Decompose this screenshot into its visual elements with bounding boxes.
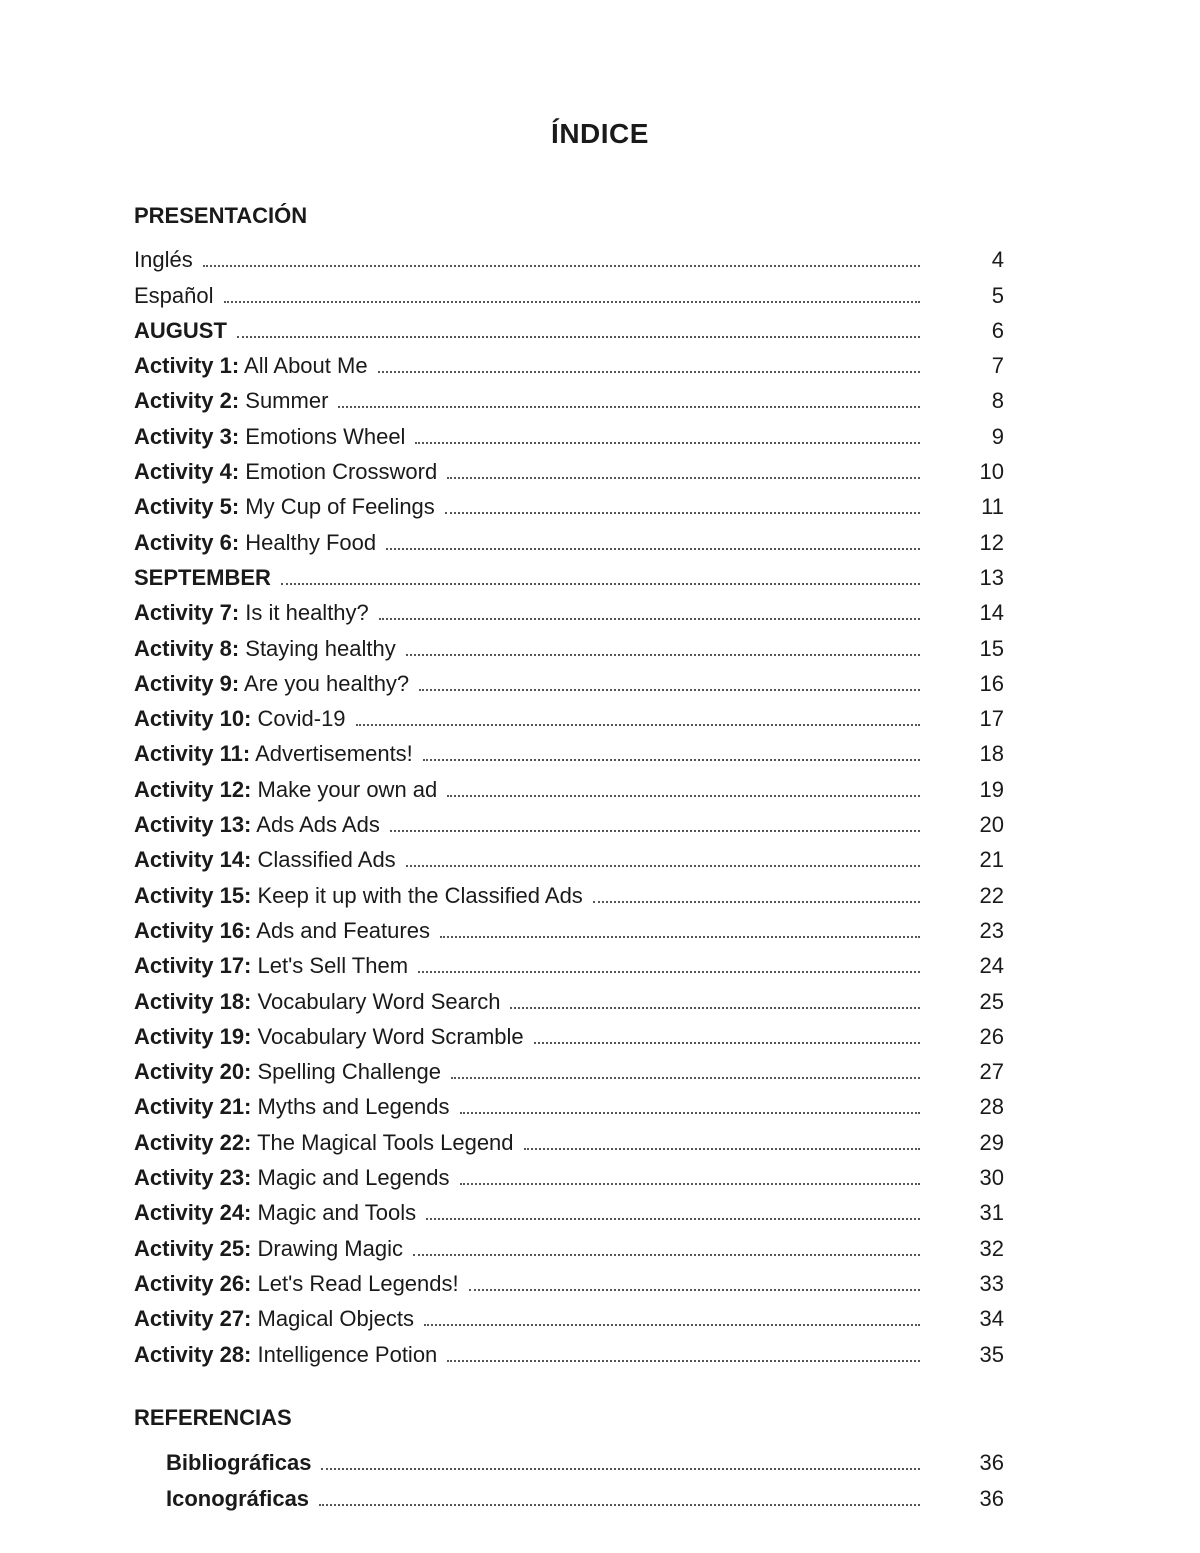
toc-entry-text: All About Me [239,353,368,379]
toc-entry-bold: Activity 17: [134,953,252,979]
toc-entry-bold: Activity 11: [134,741,251,767]
toc-entry [134,591,1004,626]
toc-entry-bold: SEPTEMBER [134,564,271,590]
dot-leader [418,970,920,973]
toc-entry-label [134,636,396,662]
toc-entry-label [134,353,368,379]
toc-entry-page: 14 [979,600,1004,626]
dot-leader [510,1006,920,1009]
toc-entry-text: Ads Ads Ads [251,812,380,838]
toc-entry-text: Español [134,282,214,308]
toc-entry-bold: Activity 9: [134,670,240,696]
toc-entry-label [134,1271,459,1297]
toc-entry-text: Myths and Legends [251,1094,450,1120]
toc-entry-label [134,883,583,909]
toc-entry-text: Emotion Crossword [239,459,438,485]
toc-entry [134,662,1004,697]
toc-entry-text: Keep it up with the Classified Ads [251,882,583,908]
toc-entry-bold: Activity 12: [134,776,252,802]
toc-entry-label [134,1200,416,1226]
dot-leader [423,758,920,761]
toc-entry-text: Let's Read Legends! [251,1270,459,1296]
toc-entry-text: Spelling Challenge [251,1059,441,1085]
dot-leader [378,370,920,373]
toc-entry-page: 36 [979,1450,1004,1476]
toc-entry [134,979,1004,1014]
toc-entry-text: Magical Objects [251,1306,415,1332]
toc-entry [134,309,1004,344]
toc-entry-page: 11 [981,494,1004,520]
toc-entry-page: 16 [979,670,1004,696]
toc-entry-page: 34 [979,1306,1004,1332]
dot-leader [237,335,920,338]
toc-entry-text: Drawing Magic [251,1235,403,1261]
toc-entry-page: 23 [979,917,1004,943]
dot-leader [524,1147,920,1150]
toc-entry-label [134,1342,437,1368]
toc-entry-bold: Activity 3: [134,423,240,449]
toc-entry-text: Magic and Tools [251,1200,417,1226]
dot-leader [386,547,920,550]
toc-entry-label [134,953,408,979]
toc-list [134,238,1004,1368]
toc-entry [134,909,1004,944]
toc-entry-bold: Activity 14: [134,847,252,873]
toc-entry [134,697,1004,732]
toc-entry-bold: Activity 24: [134,1200,252,1226]
dot-leader [451,1076,920,1079]
toc-entry-label [134,1059,441,1085]
toc-entry-text: Vocabulary Word Scramble [251,1023,524,1049]
toc-entry-label [134,1024,524,1050]
dot-leader [321,1467,920,1470]
toc-entry [134,1050,1004,1085]
toc-entry-text: Vocabulary Word Search [251,988,501,1014]
dot-leader [460,1182,920,1185]
toc-entry [134,379,1004,414]
toc-entry-page: 18 [979,741,1004,767]
toc-entry-label [134,812,380,838]
toc-entry [134,485,1004,520]
toc-entry-bold: Activity 8: [134,635,240,661]
toc-entry-page: 35 [979,1341,1004,1367]
toc-entry-text: Magic and Legends [251,1165,450,1191]
toc-entry-bold: Activity 6: [134,529,240,555]
toc-entry-label [166,1486,309,1512]
toc-entry-bold: Activity 18: [134,988,252,1014]
toc-entry-page: 31 [979,1200,1004,1226]
toc-entry-page: 24 [979,953,1004,979]
toc-entry-bold: Activity 15: [134,882,252,908]
toc-entry-page: 30 [979,1165,1004,1191]
toc-entry-label [134,247,193,273]
toc-entry-page: 10 [979,459,1004,485]
toc-entry [134,944,1004,979]
toc-entry-label [134,494,435,520]
toc-entry [134,1015,1004,1050]
toc-entry-label [134,530,376,556]
toc-entry-label [134,600,369,626]
toc-entry [134,1297,1004,1332]
section-heading-referencias: REFERENCIAS [134,1405,292,1430]
dot-leader [406,864,920,867]
dot-leader [319,1503,920,1506]
toc-entry-text: Summer [239,388,329,414]
toc-entry-label [134,565,271,591]
toc-entry [134,344,1004,379]
dot-leader [379,617,920,620]
dot-leader [440,935,920,938]
toc-entry-text: Ads and Features [251,917,430,943]
toc-entry-text: Emotions Wheel [239,423,406,449]
toc-entry-text: Are you healthy? [239,670,410,696]
toc-entry-text: Make your own ad [251,776,438,802]
toc-entry-page: 7 [991,353,1004,379]
toc-entry-bold: Activity 4: [134,459,240,485]
toc-entry-text: Inglés [134,247,193,273]
toc-entry-label [134,1130,514,1156]
toc-entry-page: 33 [979,1270,1004,1296]
toc-entry [134,1226,1004,1261]
toc-entry-text: Covid-19 [251,706,346,732]
toc-entry-label [134,741,413,767]
toc-entry-page: 6 [991,317,1004,343]
toc-entry [134,1156,1004,1191]
toc-entry-bold: Activity 1: [134,353,240,379]
dot-leader [390,829,920,832]
toc-entry-bold: Activity 2: [134,388,240,414]
toc-entry-bold: Activity 21: [134,1094,252,1120]
toc-entry-bold: Activity 26: [134,1270,252,1296]
dot-leader [534,1041,920,1044]
toc-entry [134,1332,1004,1367]
toc-entry [134,873,1004,908]
toc-entry-bold: Activity 25: [134,1235,252,1261]
toc-entry [134,803,1004,838]
dot-leader [415,441,920,444]
toc-entry-page: 32 [979,1235,1004,1261]
toc-entry-label [134,847,396,873]
toc-entry [134,556,1004,591]
toc-entry-text: Classified Ads [251,847,396,873]
toc-entry-bold: Activity 13: [134,812,252,838]
toc-entry-label [134,388,328,414]
toc-entry-page: 8 [991,388,1004,414]
toc-entry [166,1476,1004,1511]
toc-entry-page: 13 [979,564,1004,590]
toc-entry-page: 21 [979,847,1004,873]
toc-entry-label [134,424,405,450]
toc-entry [134,1120,1004,1155]
dot-leader [445,511,920,514]
toc-entry-text: Let's Sell Them [251,953,409,979]
toc-entry-page: 29 [979,1129,1004,1155]
toc-entry [134,732,1004,767]
toc-entry-label [134,706,346,732]
toc-entry-bold: Iconográficas [166,1485,310,1511]
dot-leader [406,653,920,656]
toc-entry-bold: Activity 19: [134,1023,252,1049]
toc-entry-bold: Activity 28: [134,1341,252,1367]
toc-entry-bold: Activity 20: [134,1059,252,1085]
toc-entry-text: Intelligence Potion [251,1341,438,1367]
toc-entry [134,1191,1004,1226]
toc-entry [134,450,1004,485]
toc-entry-text: My Cup of Feelings [239,494,435,520]
toc-entry-page: 25 [979,988,1004,1014]
toc-entry-text: Healthy Food [239,529,377,555]
toc-entry [134,520,1004,555]
toc-entry-page: 15 [979,635,1004,661]
toc-entry [134,1085,1004,1120]
section-heading-presentacion: PRESENTACIÓN [134,203,308,228]
toc-entry-label [134,918,430,944]
dot-leader [419,688,920,691]
dot-leader [593,900,920,903]
toc-entry-page: 20 [979,812,1004,838]
toc-entry-label [134,318,227,344]
dot-leader [426,1217,920,1220]
toc-entry [134,273,1004,308]
page-title: ÍNDICE [551,118,649,149]
dot-leader [469,1288,920,1291]
toc-entry [166,1441,1004,1476]
dot-leader [281,582,920,585]
dot-leader [447,1359,920,1362]
toc-entry-bold: Activity 10: [134,706,252,732]
toc-entry-label [134,777,437,803]
toc-entry-label [134,1306,414,1332]
toc-entry-page: 5 [991,282,1004,308]
dot-leader [203,264,920,267]
toc-entry-bold: Activity 7: [134,600,240,626]
toc-entry-label [134,283,214,309]
dot-leader [338,405,920,408]
toc-entry [134,626,1004,661]
toc-entry [134,767,1004,802]
toc-entry-bold: AUGUST [134,317,227,343]
toc-entry [134,238,1004,273]
dot-leader [413,1253,920,1256]
toc-entry [134,1262,1004,1297]
toc-entry-bold: Activity 5: [134,494,240,520]
toc-entry-label [134,989,500,1015]
dot-leader [424,1323,920,1326]
toc-entry-page: 17 [979,706,1004,732]
toc-entry-bold: Bibliográficas [166,1450,312,1476]
toc-entry-page: 36 [979,1485,1004,1511]
toc-entry [134,838,1004,873]
toc-entry-page: 4 [991,247,1004,273]
toc-entry-text: Staying healthy [239,635,396,661]
dot-leader [447,794,920,797]
toc-entry-label [134,1094,450,1120]
toc-entry-label [134,1236,403,1262]
toc-entry-page: 12 [979,529,1004,555]
references-list [166,1441,1004,1512]
dot-leader [356,723,920,726]
toc-entry-page: 27 [979,1059,1004,1085]
dot-leader [460,1111,920,1114]
toc-entry-page: 22 [979,882,1004,908]
toc-entry-page: 26 [979,1023,1004,1049]
toc-entry-bold: Activity 16: [134,917,252,943]
toc-entry-label [134,1165,450,1191]
toc-entry-bold: Activity 27: [134,1306,252,1332]
toc-entry-bold: Activity 22: [134,1129,252,1155]
toc-entry-label [166,1450,311,1476]
toc-entry-label [134,671,409,697]
dot-leader [447,476,920,479]
toc-entry-bold: Activity 23: [134,1165,252,1191]
toc-entry-page: 9 [991,423,1004,449]
toc-entry-page: 28 [979,1094,1004,1120]
toc-entry [134,414,1004,449]
toc-entry-text: Advertisements! [250,741,413,767]
toc-entry-text: The Magical Tools Legend [251,1129,514,1155]
toc-entry-label [134,459,437,485]
dot-leader [224,300,920,303]
toc-entry-text: Is it healthy? [239,600,369,626]
toc-entry-page: 19 [979,776,1004,802]
